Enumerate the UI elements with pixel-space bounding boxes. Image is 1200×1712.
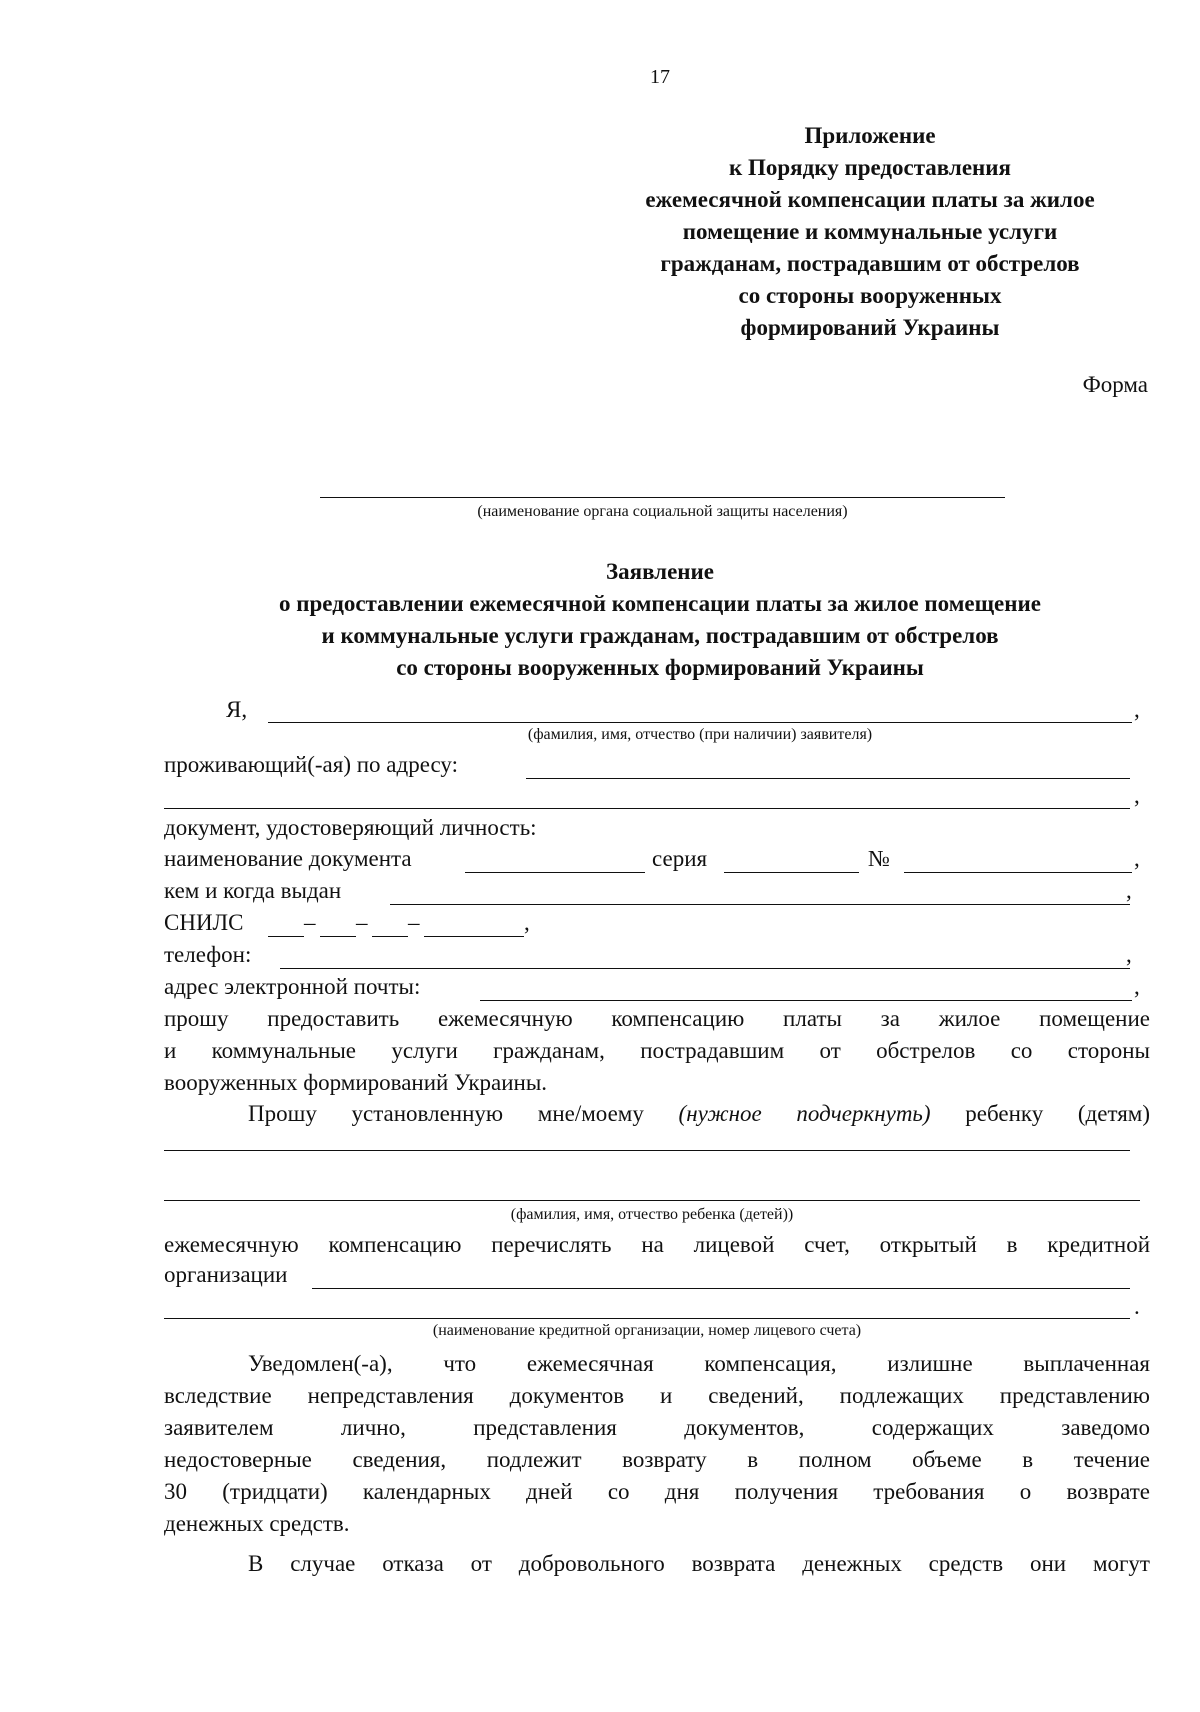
organization-blank-2[interactable] <box>164 1318 1130 1319</box>
appendix-line: ежемесячной компенсации платы за жилое <box>645 187 1095 212</box>
organization-blank[interactable] <box>312 1288 1130 1289</box>
appendix-line: Приложение <box>804 123 936 148</box>
refusal-paragraph <box>164 1548 1150 1580</box>
application-title <box>160 556 1160 684</box>
title-line: о предоставлении ежемесячной компенсации платы за жилое помещение <box>279 591 1041 616</box>
email-blank[interactable] <box>480 1000 1132 1001</box>
address-label: проживающий(-ая) по адресу: <box>164 752 458 777</box>
comma: , <box>1134 846 1140 871</box>
authority-caption: (наименование органа социальной защиты населения) <box>477 503 848 520</box>
comma: , <box>1134 974 1140 999</box>
comma: , <box>1134 783 1140 808</box>
period: . <box>1134 1294 1140 1319</box>
snils-blank[interactable] <box>320 936 356 937</box>
appendix-line: формирований Украины <box>740 315 1000 340</box>
child-italic: (нужное подчеркнуть) <box>678 1101 931 1126</box>
snils-label: СНИЛС <box>164 910 244 935</box>
notice-line: недостоверные сведения, подлежит возврату в полном объеме в течение <box>164 1447 1150 1472</box>
snils-blank[interactable] <box>424 936 524 937</box>
notice-line: заявителем лично, представления документов, содержащих заведомо <box>164 1415 1150 1440</box>
notice-line: Уведомлен(-а), что ежемесячная компенсация, излишне выплаченная <box>248 1351 1150 1376</box>
request-paragraph <box>164 1003 1150 1099</box>
phone-blank[interactable] <box>280 968 1130 969</box>
organization-label: организации <box>164 1262 288 1287</box>
number-label: № <box>868 846 890 871</box>
transfer-paragraph <box>164 1229 1150 1261</box>
page-number: 17 <box>650 66 670 88</box>
id-document-label: документ, удостоверяющий личность: <box>164 815 537 840</box>
child-suffix: ребенку (детям) <box>965 1101 1151 1126</box>
appendix-line: помещение и коммунальные услуги <box>682 219 1058 244</box>
notice-line: 30 (тридцати) календарных дней со дня получения требования о возврате <box>164 1479 1150 1504</box>
address-blank-line-2[interactable] <box>164 808 1130 809</box>
child-blank-line[interactable] <box>164 1150 1130 1151</box>
form-label: Форма <box>1082 372 1148 397</box>
notice-line: денежных средств. <box>164 1511 350 1536</box>
appendix-line: гражданам, пострадавшим от обстрелов <box>660 251 1080 276</box>
fio-blank-line[interactable] <box>268 722 1132 723</box>
notice-paragraph <box>164 1348 1150 1540</box>
request-line: вооруженных формирований Украины. <box>164 1070 548 1095</box>
address-blank-line[interactable] <box>526 778 1130 779</box>
ya-label: Я, <box>226 697 248 722</box>
issued-blank[interactable] <box>390 904 1130 905</box>
request-line: прошу предоставить ежемесячную компенсацию платы за жилое помещение <box>164 1006 1150 1031</box>
transfer-line: ежемесячную компенсацию перечислять на лицевой счет, открытый в кредитной <box>164 1232 1150 1257</box>
comma: , <box>1126 942 1132 967</box>
child-line <box>248 1098 1150 1130</box>
child-blank-line-2[interactable] <box>164 1200 1140 1201</box>
number-blank[interactable] <box>904 872 1132 873</box>
appendix-header <box>560 120 1180 344</box>
fio-caption: (фамилия, имя, отчество (при наличии) заявителя) <box>527 726 873 743</box>
issued-label: кем и когда выдан <box>164 878 342 903</box>
snils-dash: – <box>304 910 316 935</box>
document-name-blank[interactable] <box>465 872 645 873</box>
snils-blank[interactable] <box>268 936 304 937</box>
series-label: серия <box>652 846 708 871</box>
title-line: со стороны вооруженных формирований Украины <box>396 655 924 680</box>
document-name-label: наименование документа <box>164 846 412 871</box>
notice-line: вследствие непредставления документов и сведений, подлежащих представлению <box>164 1383 1150 1408</box>
appendix-line: со стороны вооруженных <box>738 283 1002 308</box>
title-line: Заявление <box>605 559 715 584</box>
request-line: и коммунальные услуги гражданам, пострадавшим от обстрелов со стороны <box>164 1038 1150 1063</box>
child-caption: (фамилия, имя, отчество ребенка (детей)) <box>510 1206 794 1223</box>
series-blank[interactable] <box>724 872 859 873</box>
refusal-line: В случае отказа от добровольного возврата денежных средств они могут <box>248 1551 1150 1576</box>
comma: , <box>524 910 530 935</box>
comma: , <box>1134 697 1140 722</box>
comma: , <box>1126 878 1132 903</box>
child-paragraph <box>164 1098 1150 1130</box>
bank-caption: (наименование кредитной организации, номер лицевого счета) <box>432 1322 862 1339</box>
authority-blank-line[interactable] <box>320 497 1005 498</box>
snils-dash: – <box>356 910 368 935</box>
snils-blank[interactable] <box>372 936 408 937</box>
child-prefix: Прошу установленную мне/моему <box>248 1101 644 1126</box>
snils-dash: – <box>408 910 420 935</box>
title-line: и коммунальные услуги гражданам, пострадавшим от обстрелов <box>321 623 999 648</box>
phone-label: телефон: <box>164 942 252 967</box>
appendix-line: к Порядку предоставления <box>729 155 1011 180</box>
email-label: адрес электронной почты: <box>164 974 421 999</box>
